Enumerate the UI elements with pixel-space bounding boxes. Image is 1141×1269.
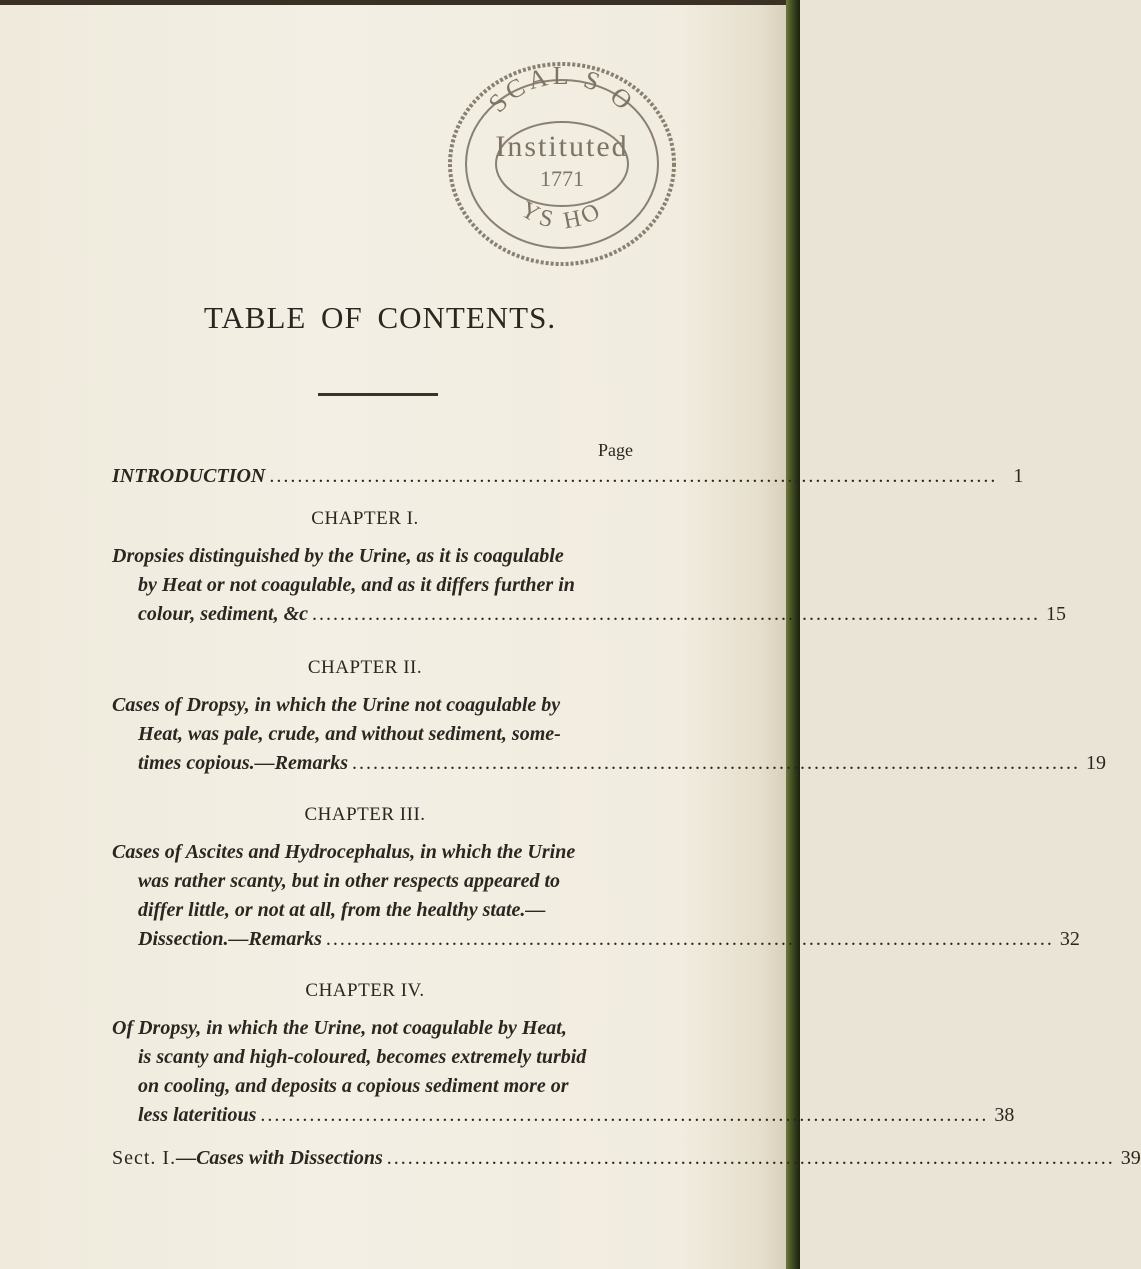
page-top-edge bbox=[0, 0, 800, 5]
toc-line: Cases of Dropsy, in which the Urine not coagulable by bbox=[112, 694, 561, 716]
toc-entry-introduction bbox=[112, 462, 1024, 491]
library-stamp-seal bbox=[442, 44, 682, 284]
toc-last-line bbox=[112, 1101, 1015, 1130]
toc-last-line bbox=[112, 925, 1080, 954]
toc-line: Dissection.—Remarks bbox=[138, 928, 322, 950]
toc-entry-chapter-3 bbox=[112, 838, 1080, 954]
toc-line: Cases of Ascites and Hydrocephalus, in which the Urine bbox=[112, 841, 576, 863]
stamp-year: 1771 bbox=[540, 166, 584, 191]
toc-line: on cooling, and deposits a copious sediment more or bbox=[138, 1075, 569, 1097]
chapter-heading: CHAPTER III. bbox=[304, 804, 426, 825]
toc-line: was rather scanty, but in other respects appeared to bbox=[138, 870, 561, 892]
section-title: —Cases with Dissections bbox=[176, 1147, 383, 1169]
toc-entry-page: 32 bbox=[1059, 928, 1080, 950]
dot-leader: ........................................................................................................ bbox=[386, 1147, 1115, 1169]
toc-line: Heat, was pale, crude, and without sediment, some- bbox=[138, 723, 561, 745]
dot-leader: ........................................................................................................ bbox=[325, 928, 1054, 950]
toc-line: less lateritious bbox=[138, 1104, 257, 1126]
page-title: TABLE OF CONTENTS. bbox=[203, 300, 557, 335]
title-rule bbox=[318, 393, 438, 396]
stamp-middle-text: Instituted bbox=[495, 130, 629, 163]
page-column-header: Page bbox=[598, 440, 633, 460]
chapter-heading: CHAPTER IV. bbox=[305, 980, 425, 1001]
book-binding-edge bbox=[786, 0, 800, 1269]
toc-entry-page: 39 bbox=[1120, 1147, 1141, 1169]
toc-entry-chapter-1 bbox=[112, 542, 1066, 629]
toc-entry-section-1 bbox=[112, 1144, 1141, 1173]
section-label: Sect. I. bbox=[112, 1147, 177, 1169]
toc-line: Of Dropsy, in which the Urine, not coagulable by Heat, bbox=[112, 1017, 567, 1039]
stamp-bottom-text: YS HO bbox=[516, 196, 608, 235]
toc-line: by Heat or not coagulable, and as it differs further in bbox=[138, 574, 575, 596]
dot-leader: ........................................................................................................ bbox=[269, 465, 998, 487]
chapter-heading: CHAPTER II. bbox=[307, 657, 423, 678]
toc-entry-page: 1 bbox=[1013, 465, 1024, 487]
toc-entry-title: INTRODUCTION bbox=[112, 465, 266, 487]
toc-entry-page: 38 bbox=[994, 1104, 1015, 1126]
svg-text:YS HO bbox=[516, 197, 608, 235]
toc-line: times copious.—Remarks bbox=[138, 752, 349, 774]
toc-entry-page: 19 bbox=[1086, 752, 1107, 774]
toc-line: colour, sediment, &c bbox=[138, 603, 308, 625]
toc-entry-chapter-4 bbox=[112, 1014, 1015, 1130]
toc-line: differ little, or not at all, from the healthy state.— bbox=[138, 899, 546, 921]
toc-last-line bbox=[112, 749, 1107, 778]
stamp-top-text: SCAL S O bbox=[482, 60, 642, 119]
toc-last-line bbox=[112, 600, 1066, 629]
dot-leader: ........................................................................................................ bbox=[352, 752, 1081, 774]
toc-line: is scanty and high-coloured, becomes extremely turbid bbox=[138, 1046, 587, 1068]
toc-line: Dropsies distinguished by the Urine, as it is coagulable bbox=[112, 545, 564, 567]
dot-leader: ........................................................................................................ bbox=[260, 1104, 989, 1126]
chapter-heading: CHAPTER I. bbox=[311, 508, 419, 529]
dot-leader: ........................................................................................................ bbox=[312, 603, 1040, 625]
toc-entry-chapter-2 bbox=[112, 691, 1107, 778]
svg-text:SCAL S O bbox=[483, 61, 641, 118]
toc-entry-page: 15 bbox=[1046, 603, 1066, 625]
